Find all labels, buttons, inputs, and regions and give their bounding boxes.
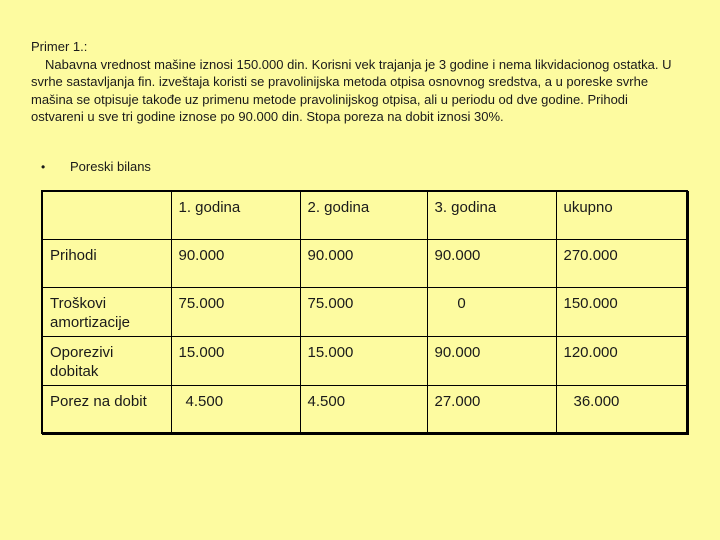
table-cell: 15.000 [171,336,300,385]
problem-statement [31,38,681,126]
table-cell: 90.000 [427,239,556,287]
bullet-icon: • [41,159,46,174]
table-cell: 15.000 [300,336,427,385]
header-cell-total: ukupno [556,191,687,239]
example-description: Nabavna vrednost mašine iznosi 150.000 din. Korisni vek trajanja je 3 godine i nema likvidacionog ostatka. U svrhe sastavljanja fin. izveštaja koristi se pravolinijska metoda otpisa osnovnog sredstva, a u poreske svrhe mašina se otpisuje takođe uz primenu metode pravolinijskog otpisa, ali u periodu od dve godine. Prihodi ostvareni u sve tri godine iznose po 90.000 din. Stopa poreza na dobit iznosi 30%. [31,56,672,124]
header-cell-year-2: 2. godina [300,191,427,239]
table-cell: 120.000 [556,336,687,385]
example-heading: Primer 1.: [31,39,88,54]
table-cell: 27.000 [427,385,556,433]
row-label: Oporezivi dobitak [42,336,171,385]
table-cell: 90.000 [171,239,300,287]
tax-balance-table [41,190,688,434]
table-row [42,336,687,385]
bullet-label: Poreski bilans [70,159,151,174]
header-cell-empty [42,191,171,239]
table-cell: 90.000 [300,239,427,287]
table-row [42,239,687,287]
table-cell: 90.000 [427,336,556,385]
table-cell: 75.000 [300,287,427,336]
table-cell: 0 [427,287,556,336]
header-cell-year-1: 1. godina [171,191,300,239]
table-cell: 4.500 [300,385,427,433]
table-row [42,287,687,336]
table-cell: 75.000 [171,287,300,336]
row-label: Prihodi [42,239,171,287]
header-cell-year-3: 3. godina [427,191,556,239]
table-cell: 36.000 [556,385,687,433]
table-cell: 150.000 [556,287,687,336]
row-label: Porez na dobit [42,385,171,433]
row-label: Troškovi amortizacije [42,287,171,336]
bullet-item [41,159,151,174]
table-cell: 270.000 [556,239,687,287]
table-cell: 4.500 [171,385,300,433]
table-header-row [42,191,687,239]
table-row [42,385,687,433]
